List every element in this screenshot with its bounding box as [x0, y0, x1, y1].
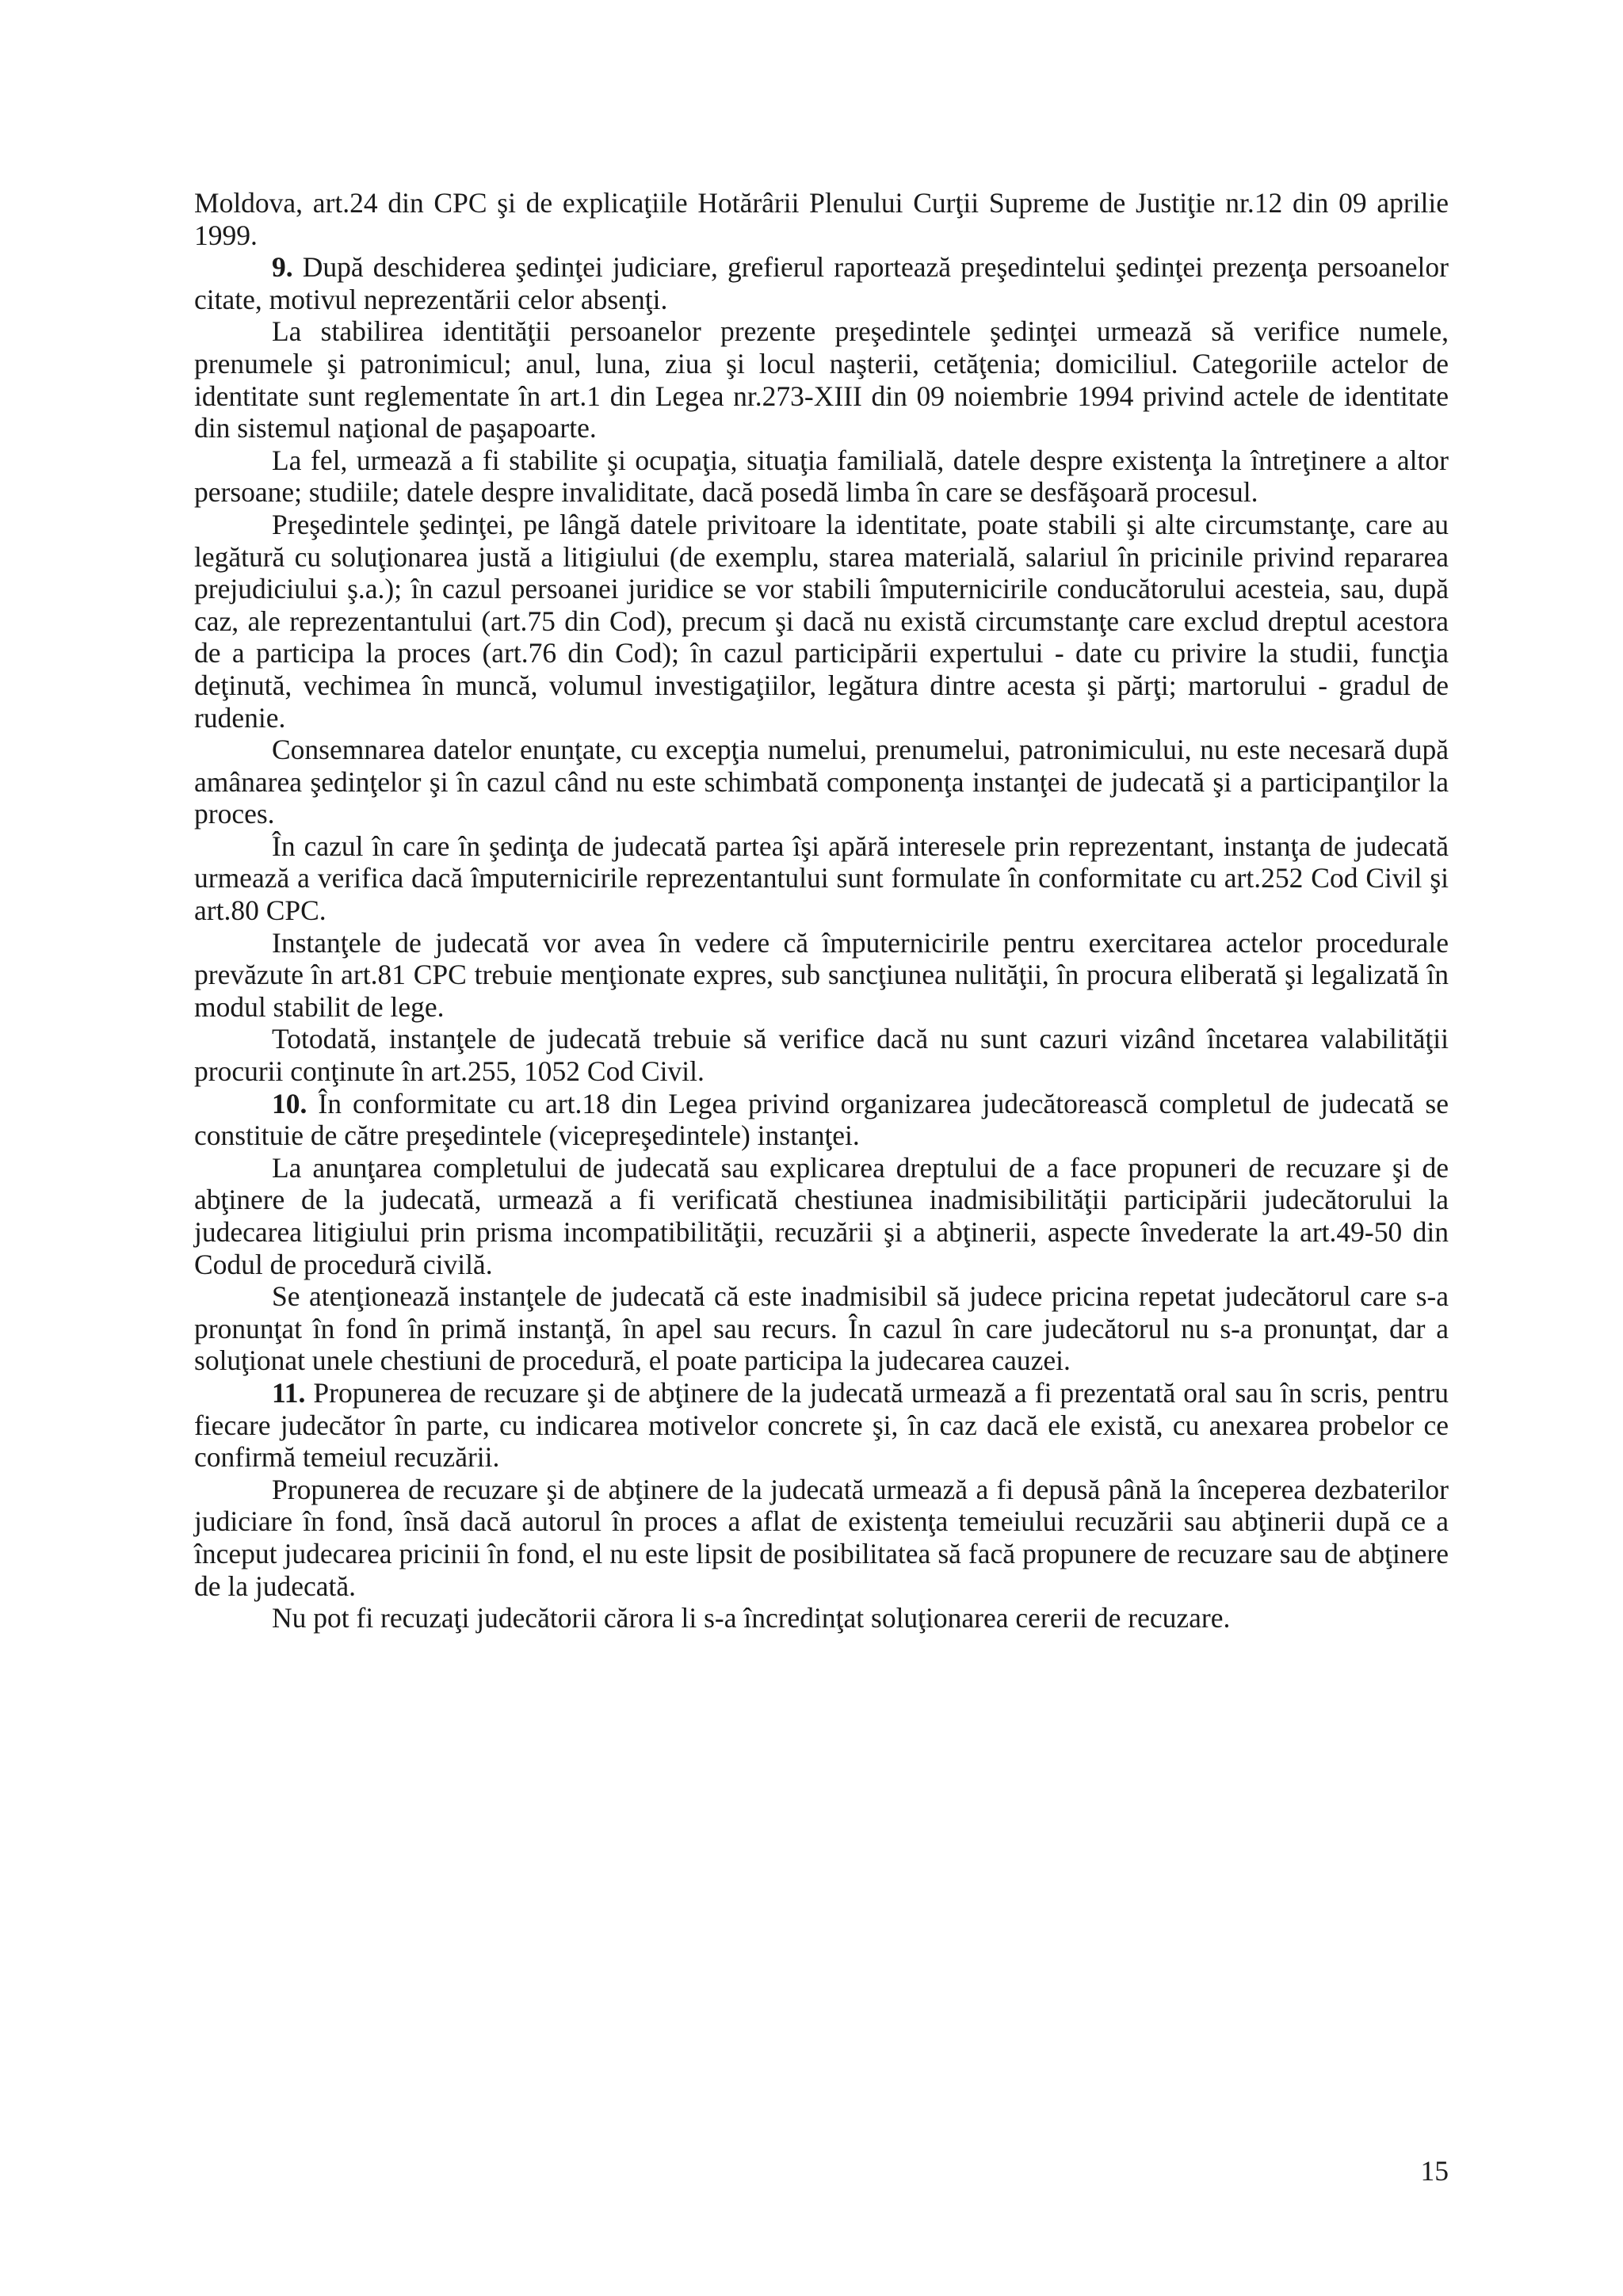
paragraph-text: Instanţele de judecată vor avea în vedere că împuternicirile pentru exercitarea actelor procedurale prevăzute în art.81 CPC trebuie menţionate expres, sub sancţiunea nulităţii, în procura eliberată şi legalizată în modul stabilit de lege.: [194, 926, 1449, 1023]
paragraph-5: [194, 509, 1449, 734]
paragraph-text: Se atenţionează instanţele de judecată că este inadmisibil să judece pricina repetat judecătorul care s-a pronunţat în fond în primă instanţă, în apel sau recurs. În cazul în care judecătorul nu s-a pronunţat, dar a soluţionat unele chestiuni de procedură, el poate participa la judecarea cauzei.: [194, 1280, 1449, 1377]
paragraph-text: Consemnarea datelor enunţate, cu excepţia numelui, prenumelui, patronimicului, nu este necesară după amânarea şedinţelor şi în cazul când nu este schimbată componenţa instanţei de judecată şi a participanţilor la proces.: [194, 734, 1449, 830]
paragraph-text: Propunerea de recuzare şi de abţinere de la judecată urmează a fi depusă până la începerea dezbaterilor judiciare în fond, însă dacă autorul în proces a aflat de existenţa temeiului recuzării sau abţinerii după ce a început judecarea pricinii în fond, el nu este lipsit de posibilitatea să facă propunere de recuzare sau de abţinere de la judecată.: [194, 1473, 1449, 1602]
paragraph-text: Moldova, art.24 din CPC şi de explicaţiile Hotărârii Plenului Curţii Supreme de Justiţie nr.12 din 09 aprilie 1999.: [194, 187, 1449, 251]
document-body: [194, 187, 1449, 1634]
paragraph-13: [194, 1377, 1449, 1474]
paragraph-6: [194, 734, 1449, 830]
paragraph-1: [194, 187, 1449, 251]
paragraph-12: [194, 1280, 1449, 1377]
paragraph-text: După deschiderea şedinţei judiciare, grefierul raportează preşedintelui şedinţei prezenţa persoanelor citate, motivul neprezentării celor absenţi.: [194, 251, 1449, 315]
section-number: 10.: [272, 1087, 307, 1119]
paragraph-11: [194, 1152, 1449, 1280]
paragraph-text: Preşedintele şedinţei, pe lângă datele privitoare la identitate, poate stabili şi alte circumstanţe, care au legătură cu soluţionarea justă a litigiului (de exemplu, starea materială, salariul în pricinile privind repararea prejudiciului ş.a.); în cazul persoanei juridice se vor stabili împuternicirile conducătorului acesteia, sau, după caz, ale reprezentantului (art.75 din Cod), precum şi dacă nu există circumstanţe care exclud dreptul acestora de a participa la proces (art.76 din Cod); în cazul participării expertului - date cu privire la studii, funcţia deţinută, vechimea în muncă, volumul investigaţiilor, legătura dintre acesta şi părţi; martorului - gradul de rudenie.: [194, 508, 1449, 734]
paragraph-text: Totodată, instanţele de judecată trebuie să verifice dacă nu sunt cazuri vizând încetarea valabilităţii procurii conţinute în art.255, 1052 Cod Civil.: [194, 1023, 1449, 1088]
paragraph-text: Nu pot fi recuzaţi judecătorii cărora li s-a încredinţat soluţionarea cererii de recuzare.: [272, 1602, 1231, 1634]
paragraph-8: [194, 927, 1449, 1024]
paragraph-4: [194, 444, 1449, 509]
paragraph-14: [194, 1474, 1449, 1602]
paragraph-9: [194, 1023, 1449, 1087]
paragraph-text: La stabilirea identităţii persoanelor prezente preşedintele şedinţei urmează să verifice numele, prenumele şi patronimicul; anul, luna, ziua şi locul naşterii, cetăţenia; domiciliul. Categoriile actelor de identitate sunt reglementate în art.1 din Legea nr.273-XIII din 09 noiembrie 1994 privind actele de identitate din sistemul naţional de paşapoarte.: [194, 315, 1449, 444]
page-number: 15: [1420, 2155, 1449, 2187]
section-number: 9.: [272, 251, 293, 284]
paragraph-text: În conformitate cu art.18 din Legea privind organizarea judecătorească completul de judecată se constituie de către preşedintele (vicepreşedintele) instanţei.: [194, 1087, 1449, 1152]
paragraph-3: [194, 315, 1449, 444]
paragraph-text: La fel, urmează a fi stabilite şi ocupaţia, situaţia familială, datele despre existenţa la întreţinere a altor persoane; studiile; datele despre invaliditate, dacă posedă limba în care se desfăşoară procesul.: [194, 444, 1449, 509]
section-number: 11.: [272, 1376, 306, 1409]
paragraph-text: În cazul în care în şedinţa de judecată partea îşi apără interesele prin reprezentant, instanţa de judecată urmează a verifica dacă împuternicirile reprezentantului sunt formulate în conformitate cu art.252 Cod Civil şi art.80 CPC.: [194, 830, 1449, 927]
paragraph-text: Propunerea de recuzare şi de abţinere de la judecată urmează a fi prezentată oral sau în scris, pentru fiecare judecător în parte, cu indicarea motivelor concrete şi, în caz dacă ele există, cu anexarea probelor ce confirmă temeiul recuzării.: [194, 1376, 1449, 1474]
paragraph-7: [194, 830, 1449, 927]
paragraph-text: La anunţarea completului de judecată sau explicarea dreptului de a face propuneri de recuzare şi de abţinere de la judecată, urmează a fi verificată chestiunea inadmisibilităţii participării judecătorului la judecarea litigiului prin prisma incompatibilităţii, recuzării şi a abţinerii, aspecte învederate la art.49-50 din Codul de procedură civilă.: [194, 1151, 1449, 1280]
paragraph-2: [194, 251, 1449, 315]
paragraph-10: [194, 1088, 1449, 1152]
paragraph-15: [194, 1602, 1449, 1634]
